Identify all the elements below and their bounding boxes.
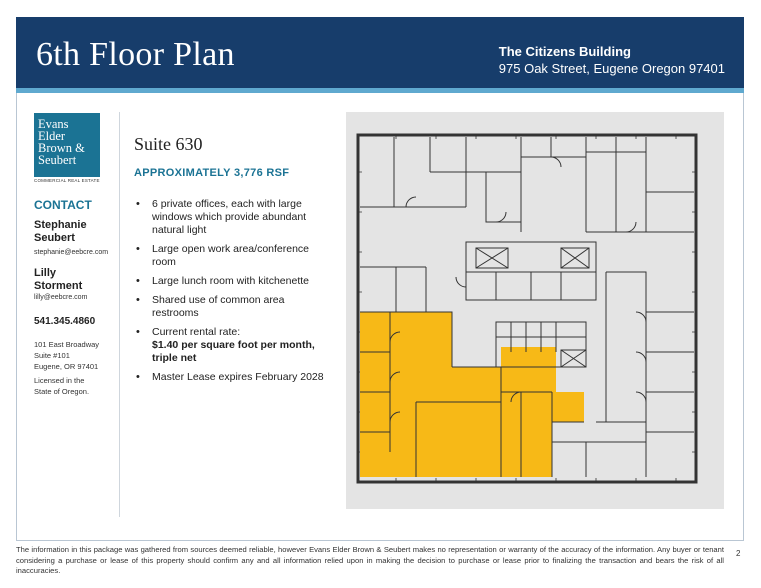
- agent-name: [34, 219, 87, 245]
- building-info: [499, 43, 725, 77]
- contact-heading: CONTACT: [34, 198, 92, 212]
- logo-tagline: COMMERCIAL REAL ESTATE: [34, 178, 100, 183]
- license-note: [34, 375, 89, 397]
- page-number: 2: [736, 549, 741, 558]
- logo-line: Seubert: [38, 153, 77, 167]
- address-line: Suite #101: [34, 351, 70, 360]
- agent-email[interactable]: lilly@eebcre.com: [34, 294, 88, 301]
- license-line: State of Oregon.: [34, 387, 90, 396]
- suite-title: Suite 630: [134, 134, 203, 154]
- feature-item: [134, 198, 324, 237]
- feature-item: [134, 275, 324, 288]
- feature-text: Large open work area/conference room: [152, 243, 310, 268]
- feature-item: [134, 326, 324, 365]
- floor-plan: [346, 112, 724, 509]
- feature-text: Large lunch room with kitchenette: [152, 275, 310, 287]
- feature-item: [134, 371, 324, 384]
- address-line: 101 East Broadway: [34, 340, 100, 349]
- feature-text: 6 private offices, each with large windows which provide abundant natural light: [152, 198, 307, 236]
- feature-text: Current rental rate:: [152, 326, 241, 338]
- logo-line: Evans: [38, 117, 69, 131]
- disclaimer: The information in this package was gathered from sources deemed reliable, however Evans Elder Brown & Seubert makes no representation or warranty of the accuracy of the information. Any buyer or tenant considering a purchase or lease of this property should confirm any and all information relied upon in making the decision to purchase or lease prior to finalizing the transaction and bears the risk of all inaccuracies.: [16, 545, 724, 575]
- logo-line: Elder: [38, 129, 66, 143]
- feature-text: Shared use of common area restrooms: [152, 294, 285, 319]
- company-logo: [34, 113, 100, 177]
- agent-name: [34, 267, 82, 293]
- agent-last-name: Storment: [34, 280, 83, 292]
- license-line: Licensed in the: [34, 376, 85, 385]
- office-address: [34, 339, 99, 372]
- contact-phone[interactable]: 541.345.4860: [34, 316, 96, 327]
- agent-first-name: Lilly: [34, 267, 57, 279]
- header-accent-stripe: [16, 88, 744, 93]
- feature-item: [134, 294, 324, 320]
- column-divider: [119, 112, 120, 517]
- agent-last-name: Seubert: [34, 232, 75, 244]
- logo-line: Brown &: [38, 141, 85, 155]
- address-line: Eugene, OR 97401: [34, 362, 99, 371]
- feature-list: [134, 198, 324, 390]
- suite-rsf: APPROXIMATELY 3,776 RSF: [134, 167, 290, 179]
- agent-first-name: Stephanie: [34, 219, 87, 231]
- floor-plan-drawing: [346, 112, 724, 509]
- page-title: 6th Floor Plan: [36, 36, 235, 73]
- building-address: 975 Oak Street, Eugene Oregon 97401: [498, 61, 725, 76]
- agent-email[interactable]: stephanie@eebcre.com: [34, 249, 109, 256]
- feature-item: [134, 243, 324, 269]
- building-name: The Citizens Building: [498, 44, 631, 59]
- feature-text: Master Lease expires February 2028: [152, 371, 324, 383]
- rental-rate: $1.40 per square foot per month, triple net: [152, 339, 315, 364]
